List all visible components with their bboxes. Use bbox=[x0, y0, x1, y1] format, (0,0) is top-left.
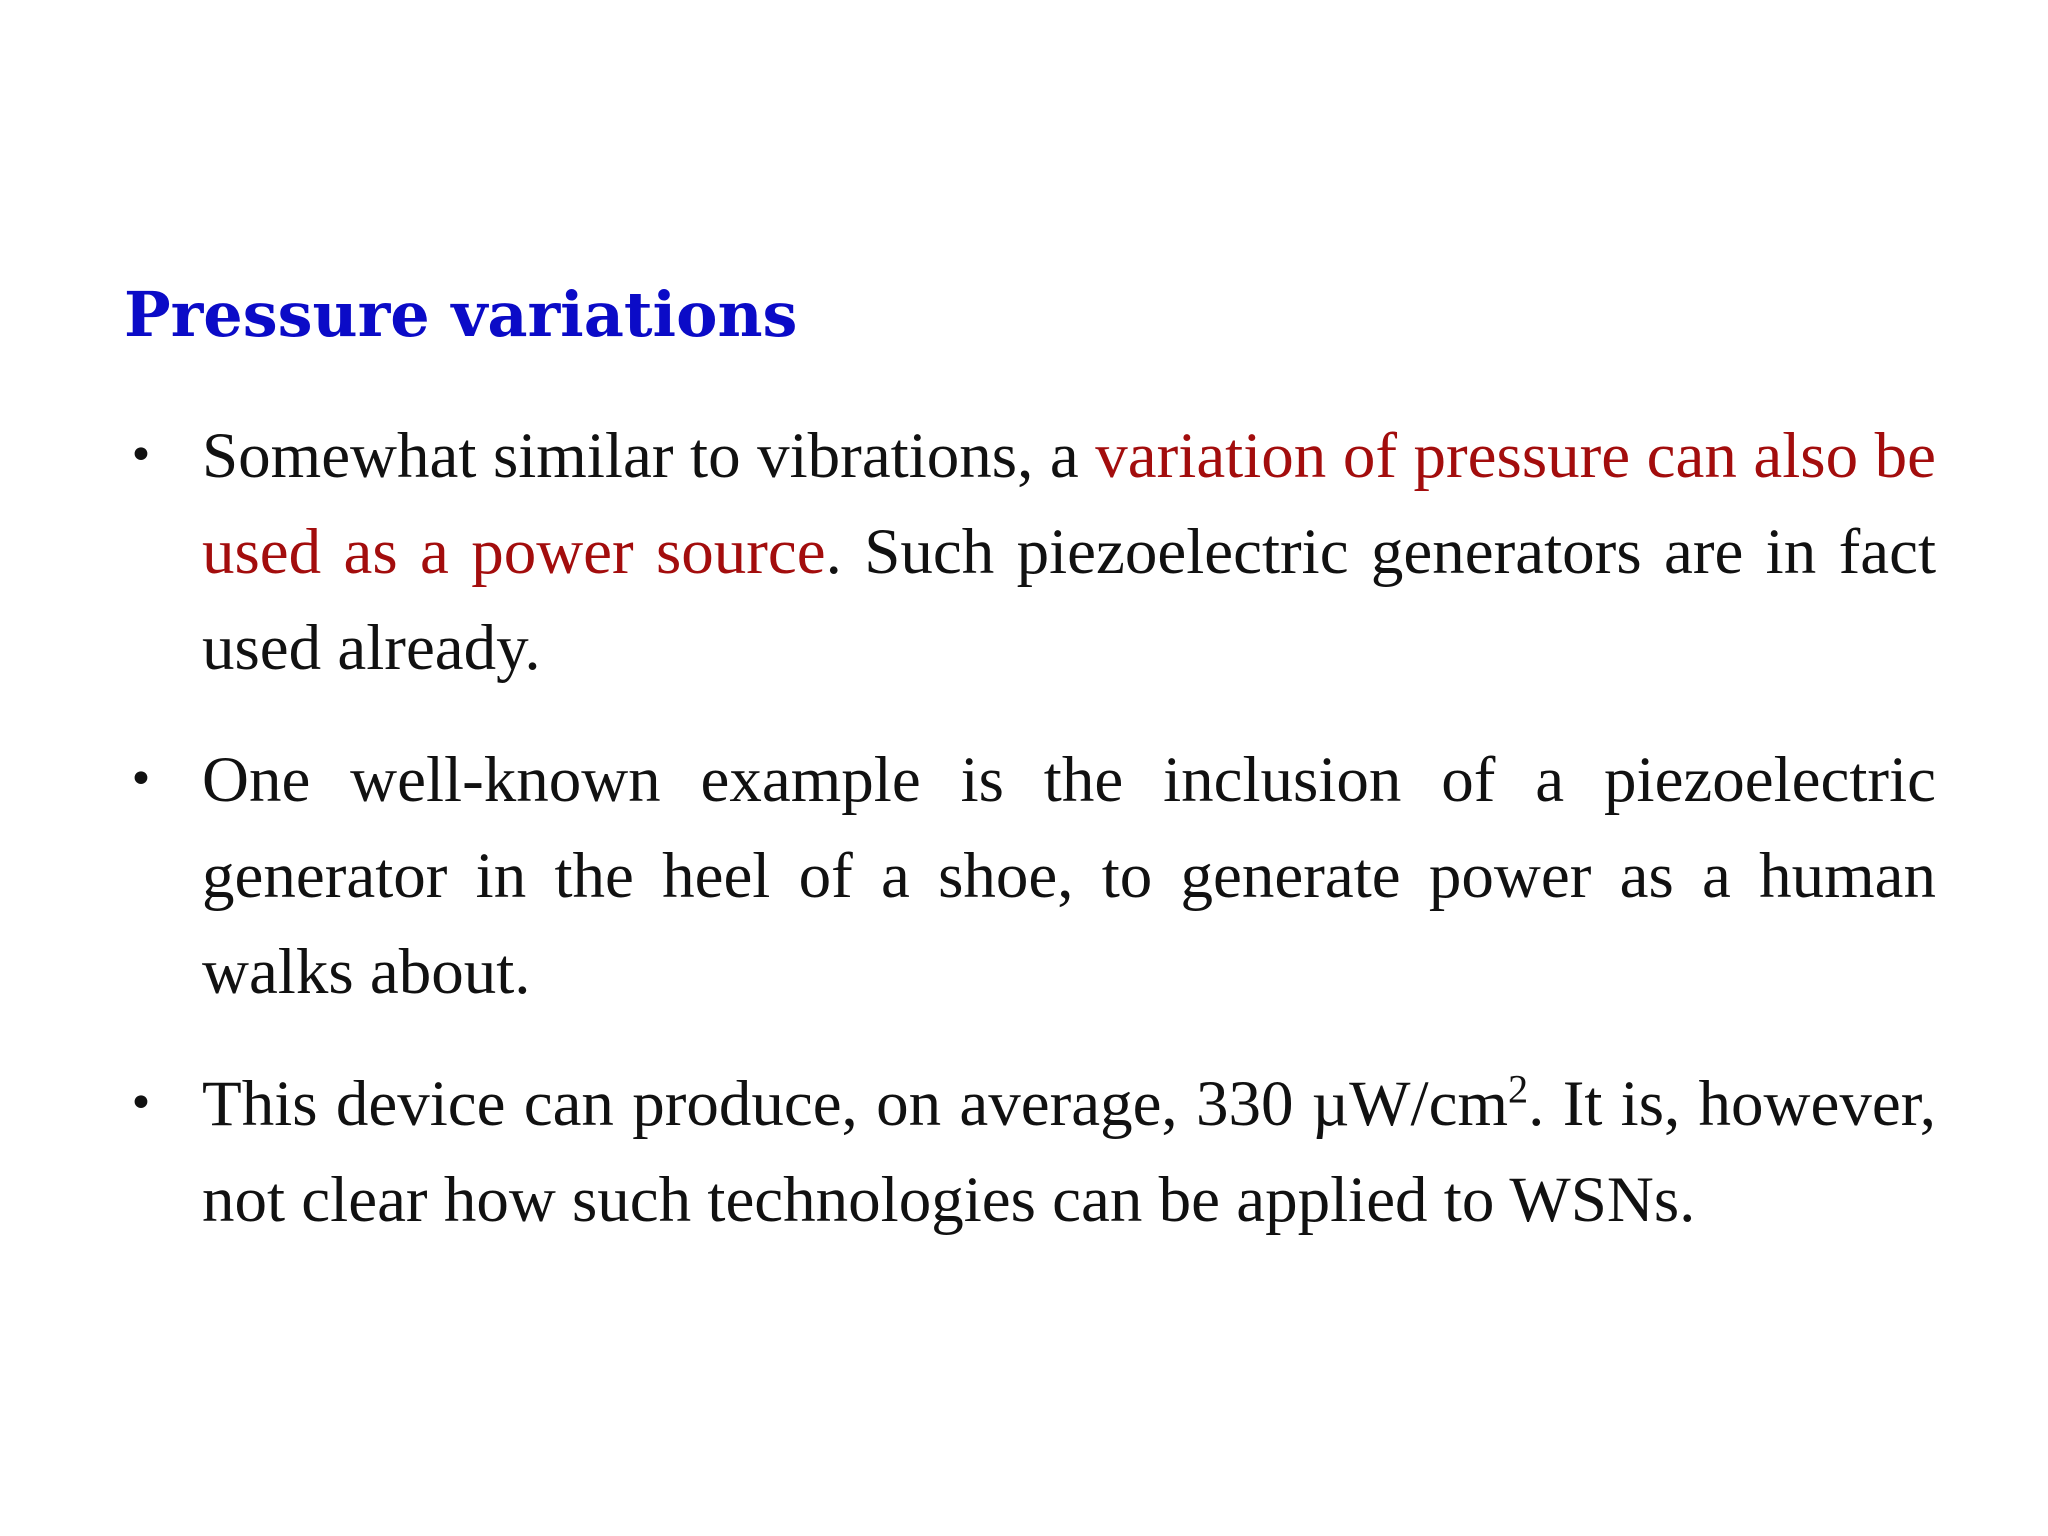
bullet-icon: • bbox=[128, 754, 154, 805]
bullet-icon: • bbox=[128, 1078, 154, 1129]
bullet-2-text: One well-known example is the inclusion of a piezoelectric generator in the heel of a shoe, to generate power as a human walks about. bbox=[202, 744, 1936, 1008]
bullet-item-3 bbox=[124, 1056, 1936, 1248]
bullet-3-text-before: This device can produce, on average, 330 µW/cm bbox=[202, 1068, 1508, 1140]
bullet-list bbox=[124, 408, 1936, 1248]
bullet-item-1 bbox=[124, 408, 1936, 696]
bullet-1-text-before: Somewhat similar to vibrations, a bbox=[202, 420, 1096, 492]
bullet-1-highlight: variation of pressure can also be used as a power source bbox=[202, 420, 1936, 588]
bullet-item-2 bbox=[124, 732, 1936, 1020]
bullet-1-text-after: . Such piezoelectric generators are in fact used already. bbox=[202, 516, 1936, 684]
bullet-3-text-after: . It is, however, not clear how such technologies can be applied to WSNs. bbox=[202, 1068, 1936, 1236]
bullet-3-superscript: 2 bbox=[1508, 1066, 1529, 1112]
slide-title: Pressure variations bbox=[124, 278, 798, 351]
bullet-icon: • bbox=[128, 430, 154, 481]
